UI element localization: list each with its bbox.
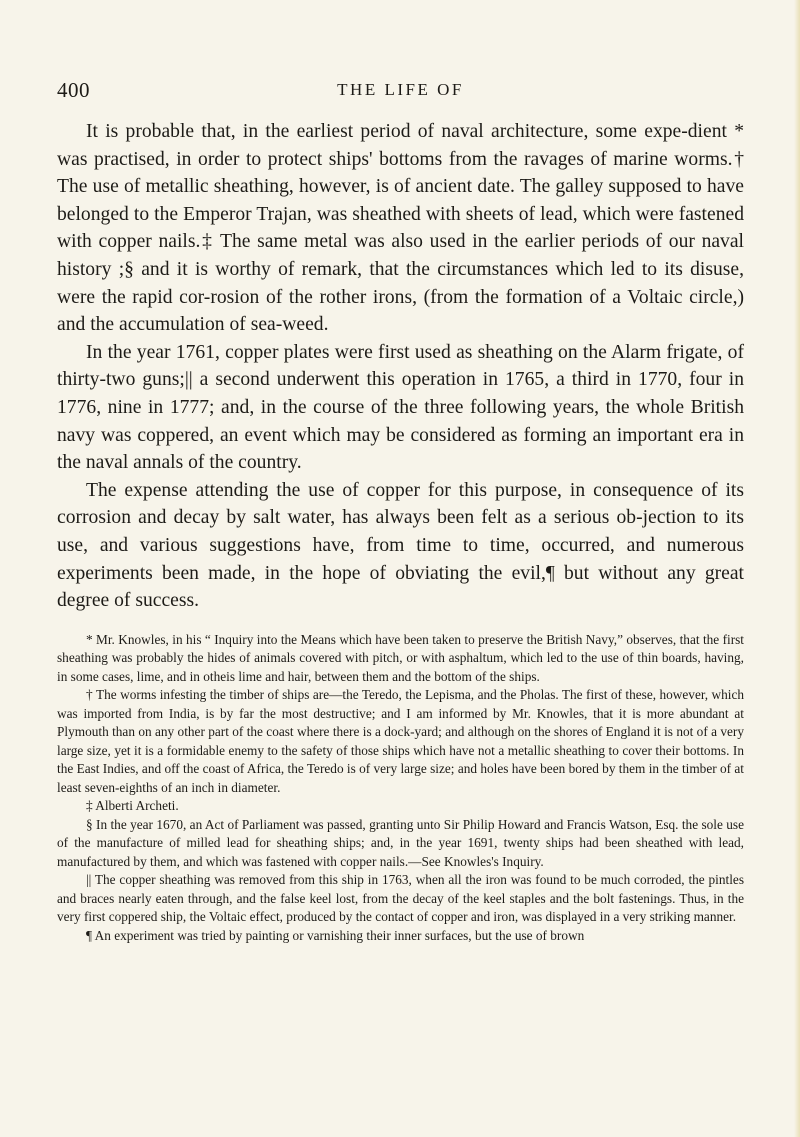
footnote-section: § In the year 1670, an Act of Parliament was passed, granting unto Sir Philip Howard and Francis Watson, Esq. the sole use of the manufacture of milled lead for sheathing ships; and, in the year 1691, twenty ships had been sheathed with lead, manufactured by them, and which was fastened with copper nails.—See Knowles's Inquiry. [57,816,744,869]
footnote-parallel: || The copper sheathing was removed from this ship in 1763, when all the iron was found to be much corroded, the pintles and braces nearly eaten through, and the false keel lost, from the decay of the keel staples and the bolt fastenings. Thus, in the very first coppered ship, the Voltaic effect, produced by the contact of copper and iron, was displayed in a very striking manner. [57,872,744,925]
page-edge-shadow [794,0,800,1137]
footnotes [57,631,744,946]
footnote-pilcrow: ¶ An experiment was tried by painting or varnishing their inner surfaces, but the use of brown [86,927,585,943]
page-header [57,78,744,112]
paragraph-3: The expense attending the use of copper for this purpose, in consequence of its corrosion and decay by salt water, has always been felt as a serious ob-jection to its use, and various suggestions have, from time to time, occurred, and numerous experiments been made, in the hope of obviating the evil,¶ but without any great degree of success. [57,479,744,612]
paragraph-2: In the year 1761, copper plates were first used as sheathing on the Alarm frigate, of thirty-two guns;|| a second underwent this operation in 1765, a third in 1770, four in 1776, nine in 1777; and, in the course of the three following years, the whole British navy was coppered, an event which may be considered as forming an important era in the naval annals of the country. [57,341,744,474]
main-text [57,118,744,615]
page-number: 400 [57,78,90,102]
footnote-asterisk: * Mr. Knowles, in his “ Inquiry into the Means which have been taken to preserve the British Navy,” observes, that the first sheathing was probably the hides of animals covered with pitch, or with asphaltum, which led to the use of thin boards, having, in some cases, lime, and in otheis lime and hair, between them and the bottom of the ships. [57,631,744,684]
footnote-double-dagger: ‡ Alberti Archeti. [86,798,179,814]
running-title: THE LIFE OF [337,80,464,99]
footnote-dagger: † The worms infesting the timber of ships are—the Teredo, the Lepisma, and the Pholas. The first of these, however, which was imported from India, is by far the most destructive; and I am informed by Mr. Knowles, that it is more abundant at Plymouth than on any other part of the coast where there is a dock-yard; and although on the shores of England it is not of a very large size, yet it is a formidable enemy to the safety of those ships which have not a metallic sheathing to cover their bottoms. In the East Indies, and off the coast of Africa, the Teredo is of very large size; and holes have been bored by them in the timber of at least seven-eighths of an inch in diameter. [57,687,744,795]
paragraph-1: It is probable that, in the earliest period of naval architecture, some expe-dient * was practised, in order to protect ships' bottoms from the ravages of marine worms.† The use of metallic sheathing, however, is of ancient date. The galley supposed to have belonged to the Emperor Trajan, was sheathed with sheets of lead, which were fastened with copper nails.‡ The same metal was also used in the earlier periods of our naval history ;§ and it is worthy of remark, that the circumstances which led to its disuse, were the rapid cor-rosion of the rother irons, (from the formation of a Voltaic circle,) and the accumulation of sea-weed. [57,121,744,336]
